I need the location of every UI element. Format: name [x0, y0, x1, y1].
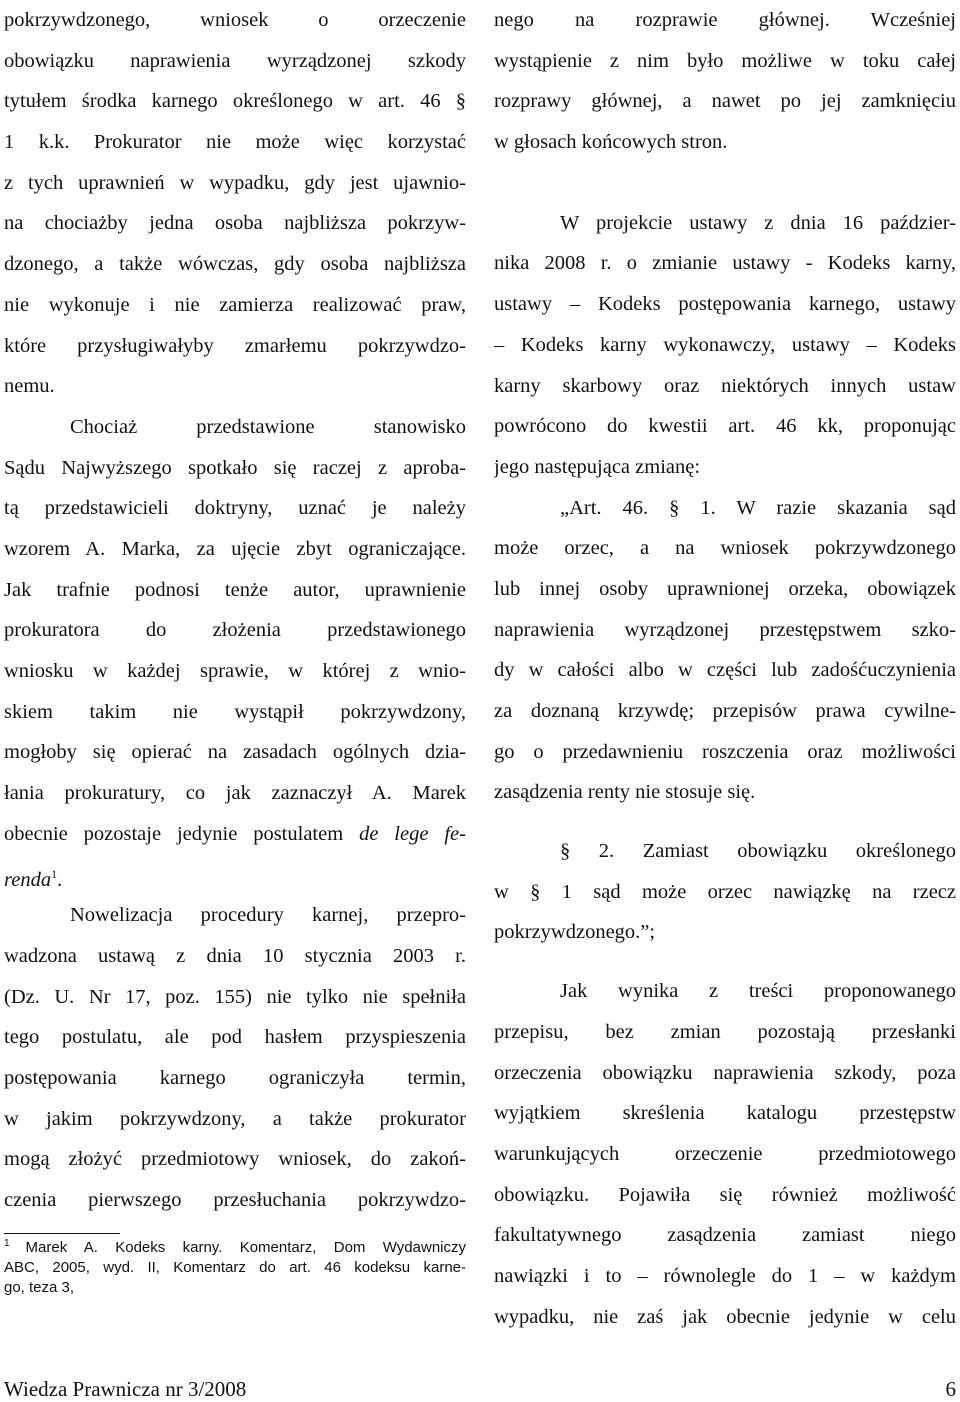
- text-line: wypadku, nie zaś jak obecnie jedynie w celu: [494, 1305, 956, 1328]
- text-line: nawiązki i to – równolegle do 1 – w każdym: [494, 1264, 956, 1287]
- footnote-text: Marek A. Kodeks karny. Komentarz, Dom Wydawniczy: [25, 1238, 466, 1256]
- text-line: które przysługiwałyby zmarłemu pokrzywdzo-: [4, 334, 466, 357]
- text-line: § 2. Zamiast obowiązku określonego: [560, 840, 956, 863]
- text-line: wystąpienie z nim było możliwe w toku całej: [494, 49, 956, 72]
- text-line: nemu.: [4, 375, 55, 398]
- text-line: wniosku w każdej sprawie, w której z wnio-: [4, 660, 466, 682]
- right-paragraph-1: [494, 0, 956, 163]
- footnote-line: [4, 1234, 466, 1258]
- footnote-number: 1: [4, 1237, 26, 1249]
- text-line: tego postulatu, ale pod hasłem przyspieszenia: [4, 1026, 466, 1049]
- text-line: dy w całości albo w części lub zadośćuczynienia: [494, 659, 956, 682]
- text-line: orzeczenia obowiązku naprawienia szkody, poza: [494, 1061, 956, 1084]
- postulate-text: obecnie pozostaje jedynie postulatem: [4, 822, 360, 845]
- postulate-line: [4, 814, 466, 855]
- text-line: wyjątkiem skreślenia katalogu przestępstw: [494, 1102, 956, 1125]
- left-column: [4, 0, 466, 1298]
- text-line: obowiązku naprawienia wyrządzonej szkody: [4, 49, 466, 72]
- text-line: Sądu Najwyższego spotkało się raczej z aproba-: [4, 456, 466, 479]
- text-line: W projekcie ustawy z dnia 16 paździer-: [560, 211, 956, 234]
- text-line: karny skarbowy oraz niektórych innych ustaw: [494, 374, 956, 397]
- text-line: pokrzywdzonego, wniosek o orzeczenie: [4, 9, 466, 31]
- right-column: [494, 0, 956, 1337]
- text-line: nego na rozprawie głównej. Wcześniej: [494, 9, 956, 31]
- text-line: Chociaż przedstawione stanowisko: [70, 415, 466, 438]
- footnote-text: go, teza 3,: [4, 1278, 75, 1296]
- text-line: Jak wynika z treści proponowanego: [560, 980, 956, 1003]
- left-column-text-continued: [4, 895, 466, 1221]
- text-line: łania prokuratury, co jak zaznaczył A. Marek: [4, 782, 466, 805]
- text-line: nie wykonuje i nie zamierza realizować praw,: [4, 293, 466, 316]
- postulate-italic-2: renda: [4, 869, 52, 892]
- text-line: „Art. 46. § 1. W razie skazania sąd: [560, 496, 956, 519]
- text-line: obowiązku. Pojawiła się również możliwość: [494, 1183, 956, 1206]
- text-line: dzonego, a także wówczas, gdy osoba najbliższa: [4, 253, 466, 276]
- text-line: w głosach końcowych stron.: [494, 131, 728, 154]
- postulate-end: .: [57, 869, 63, 892]
- text-line: za doznaną krzywdę; przepisów prawa cywilne-: [494, 700, 956, 722]
- footnote: [4, 1234, 466, 1298]
- quoted-provision-1: [494, 488, 956, 814]
- quoted-provision-2: [494, 831, 956, 953]
- text-line: z tych uprawnień w wypadku, gdy jest ujawnio-: [4, 171, 466, 194]
- text-line: czenia pierwszego przesłuchania pokrzywdzo-: [4, 1188, 466, 1211]
- text-line: skiem takim nie wystąpił pokrzywdzony,: [4, 700, 466, 723]
- text-line: wadzona ustawą z dnia 10 stycznia 2003 r.: [4, 944, 466, 967]
- text-line: 1 k.k. Prokurator nie może więc korzystać: [4, 131, 466, 154]
- text-line: – Kodeks karny wykonawczy, ustawy – Kodeks: [494, 333, 956, 356]
- text-line: w § 1 sąd może orzec nawiązkę na rzecz: [494, 880, 956, 903]
- text-line: pokrzywdzonego.”;: [494, 921, 656, 944]
- text-line: przepisu, bez zmian pozostają przesłanki: [494, 1020, 956, 1043]
- text-line: rozprawy głównej, a nawet po jej zamknięciu: [494, 90, 956, 113]
- journal-title: Wiedza Prawnicza nr 3/2008: [4, 1377, 247, 1401]
- footnote-line: [4, 1258, 466, 1278]
- right-paragraph-2: [494, 203, 956, 488]
- text-line: (Dz. U. Nr 17, poz. 155) nie tylko nie spełniła: [4, 985, 466, 1008]
- page-footer: [4, 1376, 956, 1402]
- footnote-text: ABC, 2005, wyd. II, Komentarz do art. 46 kodeksu karne-: [4, 1258, 466, 1276]
- text-line: postępowania karnego ograniczyła termin,: [4, 1066, 466, 1089]
- left-column-text: [4, 0, 466, 814]
- text-line: nika 2008 r. o zmianie ustawy - Kodeks karny,: [494, 252, 956, 275]
- text-line: prokuratora do złożenia przedstawionego: [4, 619, 466, 642]
- text-line: naprawienia wyrządzonej przestępstwem szko-: [494, 618, 956, 641]
- text-line: ustawy – Kodeks postępowania karnego, ustawy: [494, 293, 956, 316]
- postulate-italic: de lege fe-: [359, 822, 466, 845]
- text-line: warunkujących orzeczenie przedmiotowego: [494, 1142, 956, 1165]
- text-line: fakultatywnego zasądzenia zamiast niego: [494, 1224, 956, 1247]
- text-line: jego następująca zmianę:: [494, 455, 701, 478]
- text-line: go o przedawnieniu roszczenia oraz możliwości: [494, 740, 956, 763]
- postulate-line-2: [4, 854, 466, 895]
- text-line: na chociażby jedna osoba najbliższa pokrzyw-: [4, 212, 466, 235]
- footnote-reference: 1: [51, 867, 58, 882]
- right-paragraph-3: [494, 971, 956, 1337]
- text-line: tytułem środka karnego określonego w art. 46 §: [4, 90, 466, 113]
- page-number: 6: [945, 1377, 956, 1401]
- text-line: Nowelizacja procedury karnej, przepro-: [70, 904, 466, 927]
- text-line: mogą złożyć przedmiotowy wniosek, do zakoń-: [4, 1148, 466, 1171]
- text-line: może orzec, a na wniosek pokrzywdzonego: [494, 537, 956, 560]
- footnote-line: [4, 1278, 466, 1298]
- text-line: Jak trafnie podnosi tenże autor, uprawnienie: [4, 578, 466, 601]
- text-line: powrócono do kwestii art. 46 kk, proponując: [494, 415, 956, 438]
- text-line: tą przedstawicieli doktryny, uznać je należy: [4, 497, 466, 520]
- text-line: w jakim pokrzywdzony, a także prokurator: [4, 1107, 466, 1130]
- text-line: mogłoby się opierać na zasadach ogólnych dzia-: [4, 741, 466, 764]
- text-line: wzorem A. Marka, za ujęcie zbyt ograniczające.: [4, 537, 466, 560]
- text-line: zasądzenia renty nie stosuje się.: [494, 781, 756, 804]
- text-line: lub innej osoby uprawnionej orzeka, obowiązek: [494, 577, 956, 600]
